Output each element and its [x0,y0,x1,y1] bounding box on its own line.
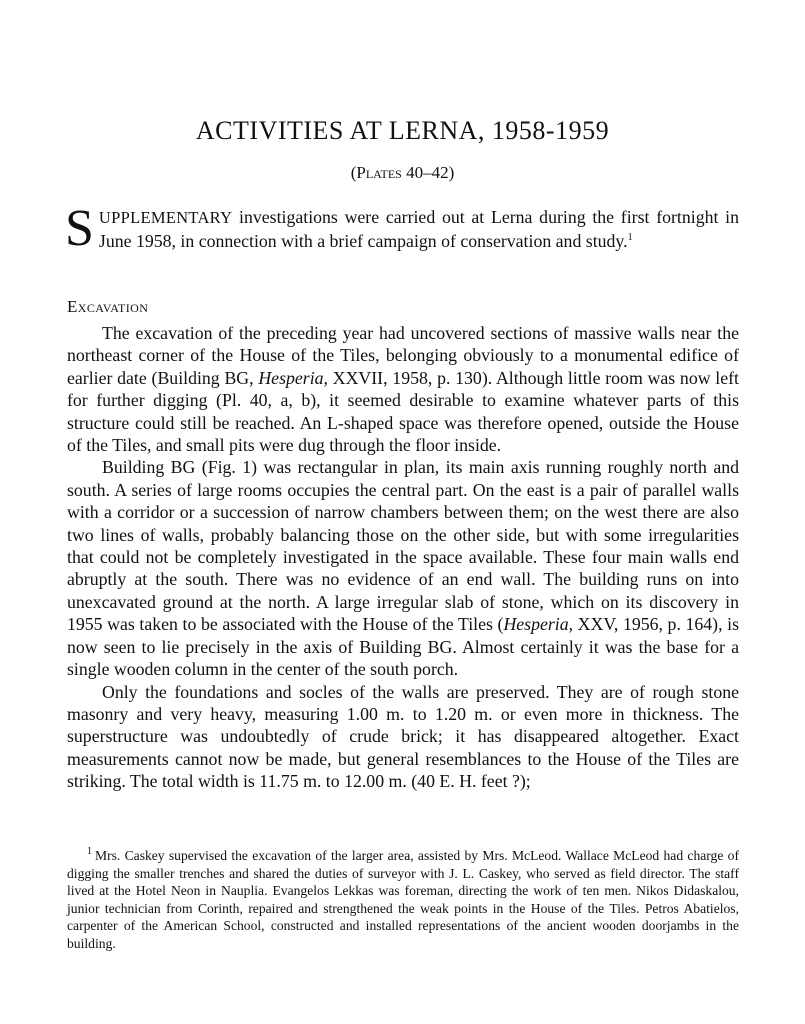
section-heading: Excavation [67,297,149,316]
paragraph-2-text-a: Building BG (Fig. 1) was rectangular in plan, its main axis running roughly north and south. A series of large rooms occupies the central part. On the east is a pair of parallel walls with a corridor or a succession of narrow chambers between them; on the west there are also two lines of walls, probably balancing those on the other side, but with some irregularities that could not be completely investigated in the space available. These four main walls end abruptly at the south. There was no evidence of an end wall. The building runs on into unexcavated ground at the north. A large irregular slab of stone, which on its discovery in 1955 was taken to be associated with the House of the Tiles ( [67,457,739,635]
plates-reference: (Plates 40–42) [350,163,455,182]
paragraph-3-text: Only the foundations and socles of the walls are preserved. They are of rough stone masonry and very heavy, measuring 1.00 m. to 1.20 m. or even more in thickness. The superstructure was undoubtedly of crude brick; it has disappeared altogether. Exact measurements cannot now be made, but general resemblances to the House of the Tiles are striking. The total width is 11.75 m. to 12.00 m. (40 E. H. feet ?); [67,681,739,792]
intro-paragraph [65,200,739,257]
paragraph-1 [67,322,739,456]
footnote-reference: 1 [627,231,633,243]
article-title: ACTIVITIES AT LERNA, 1958-1959 [195,116,610,145]
paragraph-3 [67,681,739,793]
paragraph-2-text-b: XXV, 1956, p. 164), is now seen to lie precisely in the axis of Building BG. Almost certainly it was the base for a single wooden column in the center of the south porch. [67,614,739,680]
paragraph-1-text-b: XXVII, 1958, p. 130). Although little room was now left for further digging (Pl. 40, a, b), it seemed desirable to examine whatever parts of this structure could still be reached. An L-shaped space was therefore opened, outside the House of the Tiles, and small pits were dug through the floor inside. [67,367,739,456]
footnote-paragraph [67,847,739,953]
body-text [67,322,739,793]
intro-first-word: UPPLEMENTARY [98,208,233,227]
footnote-number: 1 [87,846,92,858]
footnote [67,847,739,953]
paragraph-2 [67,456,739,680]
footnote-text: Mrs. Caskey supervised the excavation of the larger area, assisted by Mrs. McLeod. Wallace McLeod had charge of digging the smaller trenches and shared the duties of surveyor with J. L. Caskey, who served as field director. The staff lived at the Hotel Neon in Nauplia. Evangelos Lekkas was foreman, directing the work of ten men. Nikos Didaskalou, junior technician from Corinth, repaired and strengthened the weak points in the House of the Tiles. Petros Abatielos, carpenter of the American School, constructed and installed representations of the ancient wooden doorjambs in the building. [67,848,739,951]
paragraph-1-italic: Hesperia, [258,367,328,388]
paragraph-2-italic: Hesperia, [503,614,574,635]
drop-cap: S [65,200,94,257]
intro-text: investigations were carried out at Lerna during the first fortnight in June 1958, in connection with a brief campaign of conservation and study. [98,207,739,251]
paragraph-1-text-a: The excavation of the preceding year had uncovered sections of massive walls near the northeast corner of the House of the Tiles, belonging obviously to a monumental edifice of earlier date (Building BG, [67,323,739,388]
